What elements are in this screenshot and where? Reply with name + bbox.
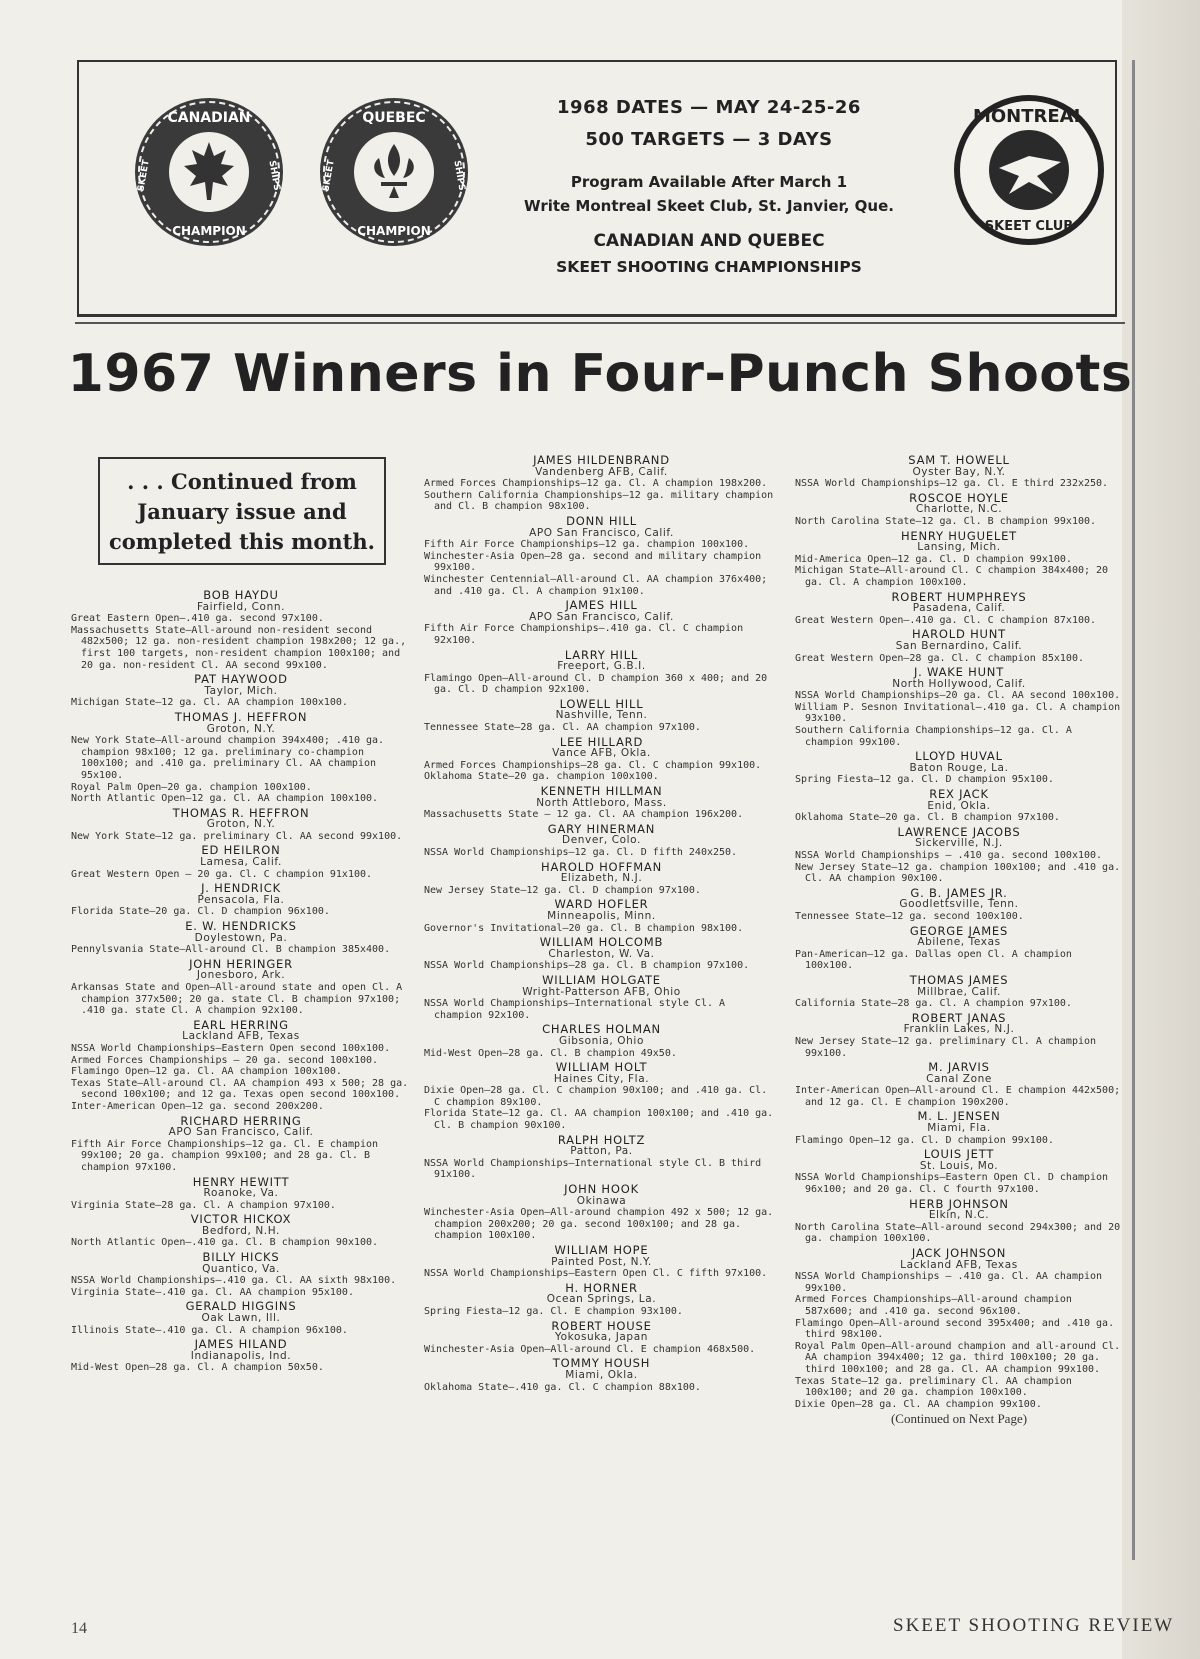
winner-result: Armed Forces Championships—All-around champion 587x600; and .410 ga. second 96x100.: [795, 1294, 1072, 1317]
winner-name: HAROLD HOFFMAN: [541, 859, 662, 874]
winner-result: NSSA World Championships—12 ga. Cl. D fifth 240x250.: [424, 847, 738, 858]
winners-column-3: [795, 455, 1123, 1425]
winner-location: Elkin, N.C.: [928, 1209, 990, 1222]
winner-result: NSSA World Championships—.410 ga. Cl. AA sixth 98x100.: [71, 1275, 397, 1287]
winner-result: Spring Fiesta—12 ga. Cl. E champion 93x100.: [424, 1305, 683, 1317]
page-headline: 1967 Winners in Four-Punch Shoots: [67, 344, 1133, 404]
winner-result: Pan-American—12 ga. Dallas open Cl. A champion 100x100.: [795, 948, 1072, 972]
winner-name: M. L. JENSEN: [917, 1109, 1001, 1124]
winner-entry: [71, 805, 411, 843]
seal-right-text: SHIPS: [266, 159, 282, 192]
winner-entry: [424, 513, 779, 597]
winner-result: Pennylsvania State—All-around Cl. B champion 385x400.: [71, 944, 391, 956]
winner-result: New Jersey State—12 ga. champion 100x100; and .410 ga. Cl. AA champion 90x100.: [795, 861, 1121, 885]
winner-result: Virginia State—.410 ga. Cl. AA champion 95x100.: [71, 1286, 354, 1298]
winner-result: Southern California Championships—12 ga. military champion and Cl. B champion 98x100.: [424, 489, 774, 513]
continued-notice: . . . Continued from January issue and completed this month.: [98, 457, 386, 565]
winner-location: Charlotte, N.C.: [915, 503, 1003, 516]
seal-bottom-text: CHAMPION: [172, 224, 246, 238]
winner-result: NSSA World Championships—International style Cl. B third 91x100.: [424, 1157, 762, 1181]
winner-result: North Carolina State—12 ga. Cl. B champion 99x100.: [795, 515, 1097, 527]
winner-entry: [795, 1196, 1123, 1245]
winner-location: Baton Rouge, La.: [909, 761, 1009, 774]
winner-name: JAMES HILDENBRAND: [533, 453, 670, 467]
winner-entry: [424, 937, 779, 972]
winner-name: WILLIAM HOLT: [555, 1060, 648, 1075]
montreal-skeet-club-logo: [949, 90, 1109, 250]
winner-entry: [795, 824, 1123, 885]
winner-name: HENRY HUGUELET: [900, 528, 1017, 543]
winner-entry: [424, 1358, 779, 1393]
ad-event-line: CANADIAN AND QUEBEC: [593, 231, 825, 251]
magazine-title: SKEET SHOOTING REVIEW: [893, 1615, 1175, 1636]
winner-result: Flamingo Open—12 ga. Cl. D champion 99x100.: [795, 1134, 1054, 1146]
winner-result: Armed Forces Championships — 20 ga. second 100x100.: [71, 1054, 379, 1066]
winner-name: CHARLES HOLMAN: [542, 1022, 661, 1037]
winner-location: Lamesa, Calif.: [200, 856, 282, 869]
winner-name: M. JARVIS: [928, 1060, 990, 1075]
winner-name: ROBERT JANAS: [911, 1010, 1007, 1025]
winner-name: BILLY HICKS: [202, 1250, 280, 1265]
winner-result: Armed Forces Championships—28 ga. Cl. C champion 99x100.: [424, 759, 762, 771]
winner-result: Winchester-Asia Open—All-around Cl. E champion 468x500.: [424, 1343, 756, 1355]
winner-name: SAM T. HOWELL: [908, 453, 1010, 467]
winner-entry: [795, 667, 1123, 748]
winner-entry: [424, 899, 779, 934]
winner-result: North Carolina State—All-around second 294x300; and 20 ga. champion 100x100.: [795, 1221, 1121, 1245]
winner-result: Flamingo Open—All-around Cl. D champion 360 x 400; and 20 ga. Cl. D champion 92x100.: [424, 672, 768, 696]
winner-result: Fifth Air Force Championships—12 ga. Cl. E champion 99x100; 20 ga. champion 99x100; and 28 ga. Cl. B champion 97x100.: [71, 1138, 379, 1173]
winner-location: St. Louis, Mo.: [919, 1159, 999, 1172]
winner-result: NSSA World Championships—International style Cl. A champion 92x100.: [424, 998, 726, 1021]
winner-entry: [795, 923, 1123, 972]
winner-result: Dixie Open—28 ga. Cl. AA champion 99x100.: [795, 1398, 1042, 1410]
seal-top-text: CANADIAN: [167, 110, 251, 126]
winner-name: WILLIAM HOLCOMB: [539, 935, 664, 950]
winner-entry: [795, 629, 1123, 664]
winner-location: Lackland AFB, Texas: [182, 1030, 300, 1043]
winner-entry: [795, 1111, 1123, 1146]
winner-name: J. WAKE HUNT: [913, 665, 1005, 680]
winner-name: J. HENDRICK: [201, 881, 281, 896]
seal-top-text: QUEBEC: [362, 110, 426, 126]
winner-name: DONN HILL: [566, 513, 637, 528]
winner-location: Millbrae, Calif.: [917, 985, 1001, 998]
winner-result: Michigan State—12 ga. Cl. AA champion 100x100.: [71, 697, 348, 709]
winner-result: North Atlantic Open—12 ga. Cl. AA champion 100x100.: [71, 793, 379, 805]
winner-location: Vance AFB, Okla.: [552, 747, 651, 760]
winner-location: Quantico, Va.: [202, 1262, 280, 1275]
winner-result: NSSA World Championships—Eastern Open Cl. D champion 96x100; and 20 ga. Cl. C fourth 97x100.: [795, 1172, 1109, 1196]
winner-result: Winchester-Asia Open—All-around champion 492 x 500; 12 ga. champion 200x200; 20 ga. second 100x100; and 28 ga. champion 100x100.: [424, 1207, 774, 1242]
winner-location: Indianapolis, Ind.: [190, 1349, 292, 1362]
winner-result: Dixie Open—28 ga. Cl. C champion 90x100; and .410 ga. Cl. C champion 89x100.: [424, 1085, 768, 1108]
winner-result: NSSA World Championships—28 ga. Cl. B champion 97x100.: [424, 960, 750, 972]
winner-entry: [71, 921, 411, 956]
winner-location: Groton, N.Y.: [206, 818, 276, 831]
winner-entry: [795, 789, 1123, 824]
winner-location: Nashville, Tenn.: [555, 709, 648, 722]
winner-entry: [795, 751, 1123, 786]
winner-name: TOMMY HOUSH: [552, 1356, 651, 1371]
winner-name: WILLIAM HOPE: [554, 1243, 649, 1257]
winner-result: Florida State—20 ga. Cl. D champion 96x100.: [71, 906, 330, 918]
winners-column-1: [71, 590, 411, 1377]
winner-result: North Atlantic Open—.410 ga. Cl. B champion 90x100.: [71, 1237, 379, 1249]
winner-result: Oklahoma State—20 ga. Cl. B champion 97x100.: [795, 812, 1060, 824]
winner-entry: [424, 821, 779, 859]
winner-location: Pasadena, Calif.: [912, 602, 1006, 615]
winner-location: Franklin Lakes, N.J.: [903, 1023, 1015, 1036]
winner-location: APO San Francisco, Calif.: [168, 1126, 314, 1139]
winner-entry: [71, 709, 411, 805]
winner-location: Wright-Patterson AFB, Ohio: [522, 985, 681, 998]
winner-name: THOMAS J. HEFFRON: [174, 709, 308, 724]
winner-result: Arkansas State and Open—All-around state and open Cl. A champion 377x500; 20 ga. state Cl. B champion 97x100; .410 ga. state Cl. A champion 92x100.: [71, 982, 403, 1017]
winner-name: RALPH HOLTZ: [557, 1132, 646, 1147]
winner-name: JOHN HERINGER: [189, 956, 293, 971]
winner-result: Fifth Air Force Championships—12 ga. champion 100x100.: [424, 539, 750, 551]
winner-location: Groton, N.Y.: [206, 722, 276, 735]
seal-left-text: SKEET: [136, 159, 152, 193]
winner-result: California State—28 ga. Cl. A champion 97x100.: [795, 998, 1072, 1010]
winner-name: GARY HINERMAN: [547, 821, 656, 836]
winner-location: Doylestown, Pa.: [194, 931, 288, 944]
winner-entry: [424, 1024, 779, 1059]
winner-name: ROSCOE HOYLE: [909, 490, 1009, 505]
winner-result: Great Western Open—28 ga. Cl. C champion 85x100.: [795, 652, 1084, 664]
winner-name: RICHARD HERRING: [180, 1113, 302, 1128]
winner-location: Patton, Pa.: [570, 1145, 633, 1158]
winner-result: Winchester Centennial—All-around Cl. AA champion 376x400; and .410 ga. Cl. A champion 91x100.: [424, 573, 768, 597]
winner-location: Ocean Springs, La.: [546, 1293, 657, 1306]
winner-name: ROBERT HOUSE: [551, 1318, 652, 1333]
winner-result: Flamingo Open—All-around second 395x400; and .410 ga. third 98x100.: [795, 1317, 1115, 1341]
winner-entry: [424, 455, 779, 513]
winner-result: NSSA World Championships — .410 ga. Cl. AA champion 99x100.: [795, 1271, 1103, 1294]
winner-location: Lansing, Mich.: [917, 541, 1001, 554]
winner-name: GEORGE JAMES: [909, 923, 1009, 938]
winner-location: Haines City, Fla.: [553, 1072, 650, 1085]
winner-entry: [424, 1132, 779, 1181]
winner-name: HERB JOHNSON: [909, 1196, 1009, 1211]
winner-result: New York State—All-around champion 394x400; .410 ga. champion 98x100; 12 ga. preliminary co-champion 100x100; and .410 ga. preliminary Cl. AA champion 95x100.: [71, 735, 385, 781]
winner-entry: [71, 674, 411, 709]
winner-location: Enid, Okla.: [927, 799, 991, 812]
winner-name: LOWELL HILL: [559, 696, 644, 711]
winner-result: Massachusetts State—All-around non-resident second 482x500; 12 ga. non-resident champion 198x200; 12 ga., first 100 targets, non-resident champion 100x100; and 20 ga. non-resident Cl. AA second 99x100.: [71, 624, 407, 671]
winner-location: Abilene, Texas: [917, 936, 1001, 949]
winner-location: APO San Francisco, Calif.: [529, 526, 674, 539]
canadian-championships-seal: [124, 92, 294, 252]
winner-result: New York State—12 ga. preliminary Cl. AA second 99x100.: [71, 830, 403, 842]
winner-result: Texas State—All-around Cl. AA champion 493 x 500; 28 ga. second 100x100; and 12 ga. Texas open second 100x100.: [71, 1077, 409, 1101]
winner-location: San Bernardino, Calif.: [895, 639, 1023, 652]
winner-entry: [71, 590, 411, 671]
ad-event-line-2: SKEET SHOOTING CHAMPIONSHIPS: [556, 258, 862, 276]
winner-location: Oyster Bay, N.Y.: [912, 465, 1006, 478]
winner-result: Inter-American Open—All-around Cl. E champion 442x500; and 12 ga. Cl. E champion 190x200.: [795, 1085, 1121, 1108]
winner-entry: [795, 885, 1123, 923]
ad-dates-line: 1968 DATES — MAY 24-25-26: [557, 97, 861, 118]
winner-result: Great Eastern Open—.410 ga. second 97x100.: [71, 613, 324, 625]
winner-name: H. HORNER: [565, 1280, 638, 1295]
winner-entry: [795, 528, 1123, 589]
winner-entry: [71, 845, 411, 880]
page-number: 14: [71, 1620, 87, 1637]
winner-entry: [795, 455, 1123, 490]
divider-rule: [75, 322, 1125, 324]
winner-entry: [424, 696, 779, 734]
winner-entry: [71, 1174, 411, 1212]
winner-location: Lackland AFB, Texas: [900, 1258, 1018, 1271]
winner-entry: [795, 1062, 1123, 1108]
winner-location: Oak Lawn, Ill.: [201, 1312, 281, 1325]
winner-result: Illinois State—.410 ga. Cl. A champion 96x100.: [71, 1324, 348, 1336]
logo-top-text: MONTREAL: [972, 106, 1086, 127]
winner-entry: [71, 1301, 411, 1336]
winner-location: Jonesboro, Ark.: [196, 969, 286, 982]
winner-location: Fairfield, Conn.: [196, 600, 286, 613]
winner-result: Governor's Invitational—20 ga. Cl. B champion 98x100.: [424, 922, 744, 934]
winner-name: E. W. HENDRICKS: [185, 919, 297, 934]
ad-program-line: Program Available After March 1: [570, 173, 848, 191]
winner-entry: [424, 647, 779, 696]
winner-location: Goodlettsville, Tenn.: [899, 898, 1019, 911]
winner-name: JAMES HILAND: [194, 1337, 288, 1352]
winner-name: JACK JOHNSON: [911, 1246, 1007, 1260]
winner-name: THOMAS JAMES: [909, 972, 1009, 987]
winner-result: NSSA World Championships—Eastern Open Cl. C fifth 97x100.: [424, 1268, 768, 1280]
winner-location: Painted Post, N.Y.: [551, 1255, 652, 1268]
winner-name: LOUIS JETT: [923, 1147, 995, 1162]
winner-entry: [71, 1214, 411, 1249]
winner-result: Oklahoma State—20 ga. champion 100x100.: [424, 771, 659, 783]
winner-name: PAT HAYWOOD: [194, 672, 288, 687]
seal-bottom-text: CHAMPION: [357, 224, 431, 238]
winner-entry: [424, 972, 779, 1021]
winner-location: Taylor, Mich.: [204, 684, 278, 697]
winner-entry: [795, 1248, 1123, 1410]
winner-location: North Attleboro, Mass.: [536, 796, 667, 809]
winner-name: JAMES HILL: [565, 598, 638, 613]
winner-location: Miami, Fla.: [927, 1122, 991, 1135]
winner-entry: [71, 883, 411, 918]
winner-result: Texas State—12 ga. preliminary Cl. AA champion 100x100; and 20 ga. champion 100x100.: [795, 1375, 1072, 1399]
winner-location: Charleston, W. Va.: [548, 947, 655, 960]
winner-result: NSSA World Championships — .410 ga. second 100x100.: [795, 850, 1103, 861]
winner-result: Florida State—12 ga. Cl. AA champion 100x100; and .410 ga. Cl. B champion 90x100.: [424, 1108, 774, 1132]
winner-location: Yokosuka, Japan: [555, 1331, 648, 1344]
winner-result: Massachusetts State — 12 ga. Cl. AA champion 196x200.: [424, 809, 744, 821]
winner-result: New Jersey State—12 ga. preliminary Cl. A champion 99x100.: [795, 1035, 1097, 1059]
winner-entry: [424, 1318, 779, 1356]
winner-result: Royal Palm Open—20 ga. champion 100x100.: [71, 781, 312, 793]
winner-result: Tennessee State—12 ga. second 100x100.: [795, 910, 1024, 922]
winner-location: Minneapolis, Minn.: [547, 909, 656, 922]
winner-entry: [795, 490, 1123, 528]
winner-entry: [424, 1245, 779, 1280]
winner-location: Freeport, G.B.I.: [557, 660, 646, 673]
winner-result: New Jersey State—12 ga. Cl. D champion 97x100.: [424, 884, 701, 896]
winner-result: Royal Palm Open—All-around champion and all-around Cl. AA champion 394x400; 12 ga. third 100x100; 20 ga. third 100x100; and 28 ga. Cl. AA champion 99x100.: [795, 1340, 1121, 1375]
winner-entry: [71, 1252, 411, 1298]
winner-entry: [71, 1017, 411, 1113]
winner-entry: [795, 1010, 1123, 1059]
winner-location: Sickerville, N.J.: [915, 837, 1003, 850]
winners-column-2: [424, 455, 779, 1396]
winner-result: Mid-West Open—28 ga. Cl. A champion 50x50.: [71, 1362, 324, 1374]
winner-entry: [795, 972, 1123, 1010]
winner-entry: [424, 859, 779, 897]
continued-next-page: (Continued on Next Page): [890, 1411, 1028, 1427]
winner-name: EARL HERRING: [193, 1017, 289, 1032]
winner-result: Southern California Championships—12 ga. Cl. A champion 99x100.: [795, 725, 1072, 748]
winner-entry: [795, 589, 1123, 627]
winner-name: LARRY HILL: [564, 647, 639, 662]
winner-result: Michigan State—All-around Cl. C champion 384x400; 20 ga. Cl. A champion 100x100.: [795, 565, 1109, 588]
seal-right-text: SHIPS: [451, 159, 467, 192]
winner-name: ED HEILRON: [201, 843, 281, 858]
winner-location: Okinawa: [576, 1194, 627, 1207]
seal-left-text: SKEET: [321, 159, 337, 193]
winner-name: GERALD HIGGINS: [185, 1299, 297, 1314]
winner-entry: [71, 1339, 411, 1374]
adjacent-page-edge: [1122, 0, 1200, 1659]
winner-location: Elizabeth, N.J.: [560, 872, 643, 885]
winner-entry: [424, 786, 779, 821]
winner-result: Mid-America Open—12 ga. Cl. D champion 99x100.: [795, 553, 1072, 565]
ad-targets-line: 500 TARGETS — 3 DAYS: [585, 129, 833, 150]
logo-bottom-text: SKEET CLUB: [984, 219, 1074, 234]
winner-location: North Hollywood, Calif.: [892, 677, 1026, 690]
winner-result: NSSA World Championships—Eastern Open second 100x100.: [71, 1042, 391, 1054]
winner-result: Flamingo Open—12 ga. Cl. AA champion 100x100.: [71, 1066, 342, 1078]
championship-advertisement: [77, 60, 1117, 317]
winner-result: Fifth Air Force Championships—.410 ga. Cl. C champion 92x100.: [424, 623, 744, 646]
winner-name: VICTOR HICKOX: [190, 1212, 292, 1227]
winner-name: HENRY HEWITT: [192, 1174, 290, 1189]
winner-location: Pensacola, Fla.: [197, 893, 285, 906]
winner-name: BOB HAYDU: [203, 588, 279, 602]
winner-result: Tennessee State—28 ga. Cl. AA champion 97x100.: [424, 722, 701, 734]
winner-name: REX JACK: [929, 787, 989, 802]
winner-name: ROBERT HUMPHREYS: [891, 589, 1027, 604]
ad-write-line: Write Montreal Skeet Club, St. Janvier, Que.: [524, 197, 894, 215]
winner-name: HAROLD HUNT: [912, 627, 1006, 642]
winner-entry: [424, 1184, 779, 1242]
winner-name: JOHN HOOK: [564, 1182, 639, 1197]
winner-result: Spring Fiesta—12 ga. Cl. D champion 95x100.: [795, 774, 1054, 786]
winner-result: Armed Forces Championships—12 ga. Cl. A champion 198x200.: [424, 478, 768, 490]
winner-result: Winchester-Asia Open—28 ga. second and military champion 99x100.: [424, 550, 762, 574]
winner-name: LLOYD HUVAL: [915, 749, 1003, 764]
winner-result: Oklahoma State—.410 ga. Cl. C champion 88x100.: [424, 1381, 701, 1393]
winner-location: Miami, Okla.: [565, 1368, 638, 1381]
winner-entry: [71, 956, 411, 1017]
winner-location: Canal Zone: [926, 1072, 992, 1085]
winner-entry: [424, 1280, 779, 1318]
winner-result: William P. Sesnon Invitational—.410 ga. Cl. A champion 93x100.: [795, 701, 1121, 725]
winner-location: Roanoke, Va.: [203, 1187, 279, 1200]
winner-location: Gibsonia, Ohio: [559, 1034, 644, 1047]
winner-result: Mid-West Open—28 ga. Cl. B champion 49x50.: [424, 1047, 677, 1059]
winner-location: Denver, Colo.: [562, 834, 641, 847]
winner-entry: [424, 734, 779, 783]
winner-entry: [795, 1149, 1123, 1195]
winner-name: WARD HOFLER: [554, 897, 649, 912]
winner-result: NSSA World Championships—20 ga. Cl. AA second 100x100.: [795, 690, 1121, 702]
winner-entry: [71, 1113, 411, 1174]
winner-result: NSSA World Championships—12 ga. Cl. E third 232x250.: [795, 478, 1109, 490]
winner-name: KENNETH HILLMAN: [540, 784, 663, 799]
winner-entry: [424, 600, 779, 646]
winner-result: Great Western Open—.410 ga. Cl. C champion 87x100.: [795, 614, 1097, 626]
quebec-championships-seal: [309, 92, 479, 252]
winner-name: LAWRENCE JACOBS: [897, 824, 1021, 839]
winner-result: Inter-American Open—12 ga. second 200x200.: [71, 1100, 324, 1112]
winner-location: Vandenberg AFB, Calif.: [535, 465, 668, 478]
winner-result: Virginia State—28 ga. Cl. A champion 97x100.: [71, 1199, 336, 1211]
winner-name: G. B. JAMES JR.: [910, 885, 1008, 900]
winner-result: Great Western Open — 20 ga. Cl. C champion 91x100.: [71, 868, 373, 880]
winner-name: THOMAS R. HEFFRON: [172, 805, 310, 820]
winner-name: LEE HILLARD: [559, 734, 644, 749]
winner-location: APO San Francisco, Calif.: [529, 610, 674, 623]
winner-location: Bedford, N.H.: [202, 1224, 280, 1237]
winner-name: WILLIAM HOLGATE: [542, 972, 661, 987]
winner-entry: [424, 1062, 779, 1132]
